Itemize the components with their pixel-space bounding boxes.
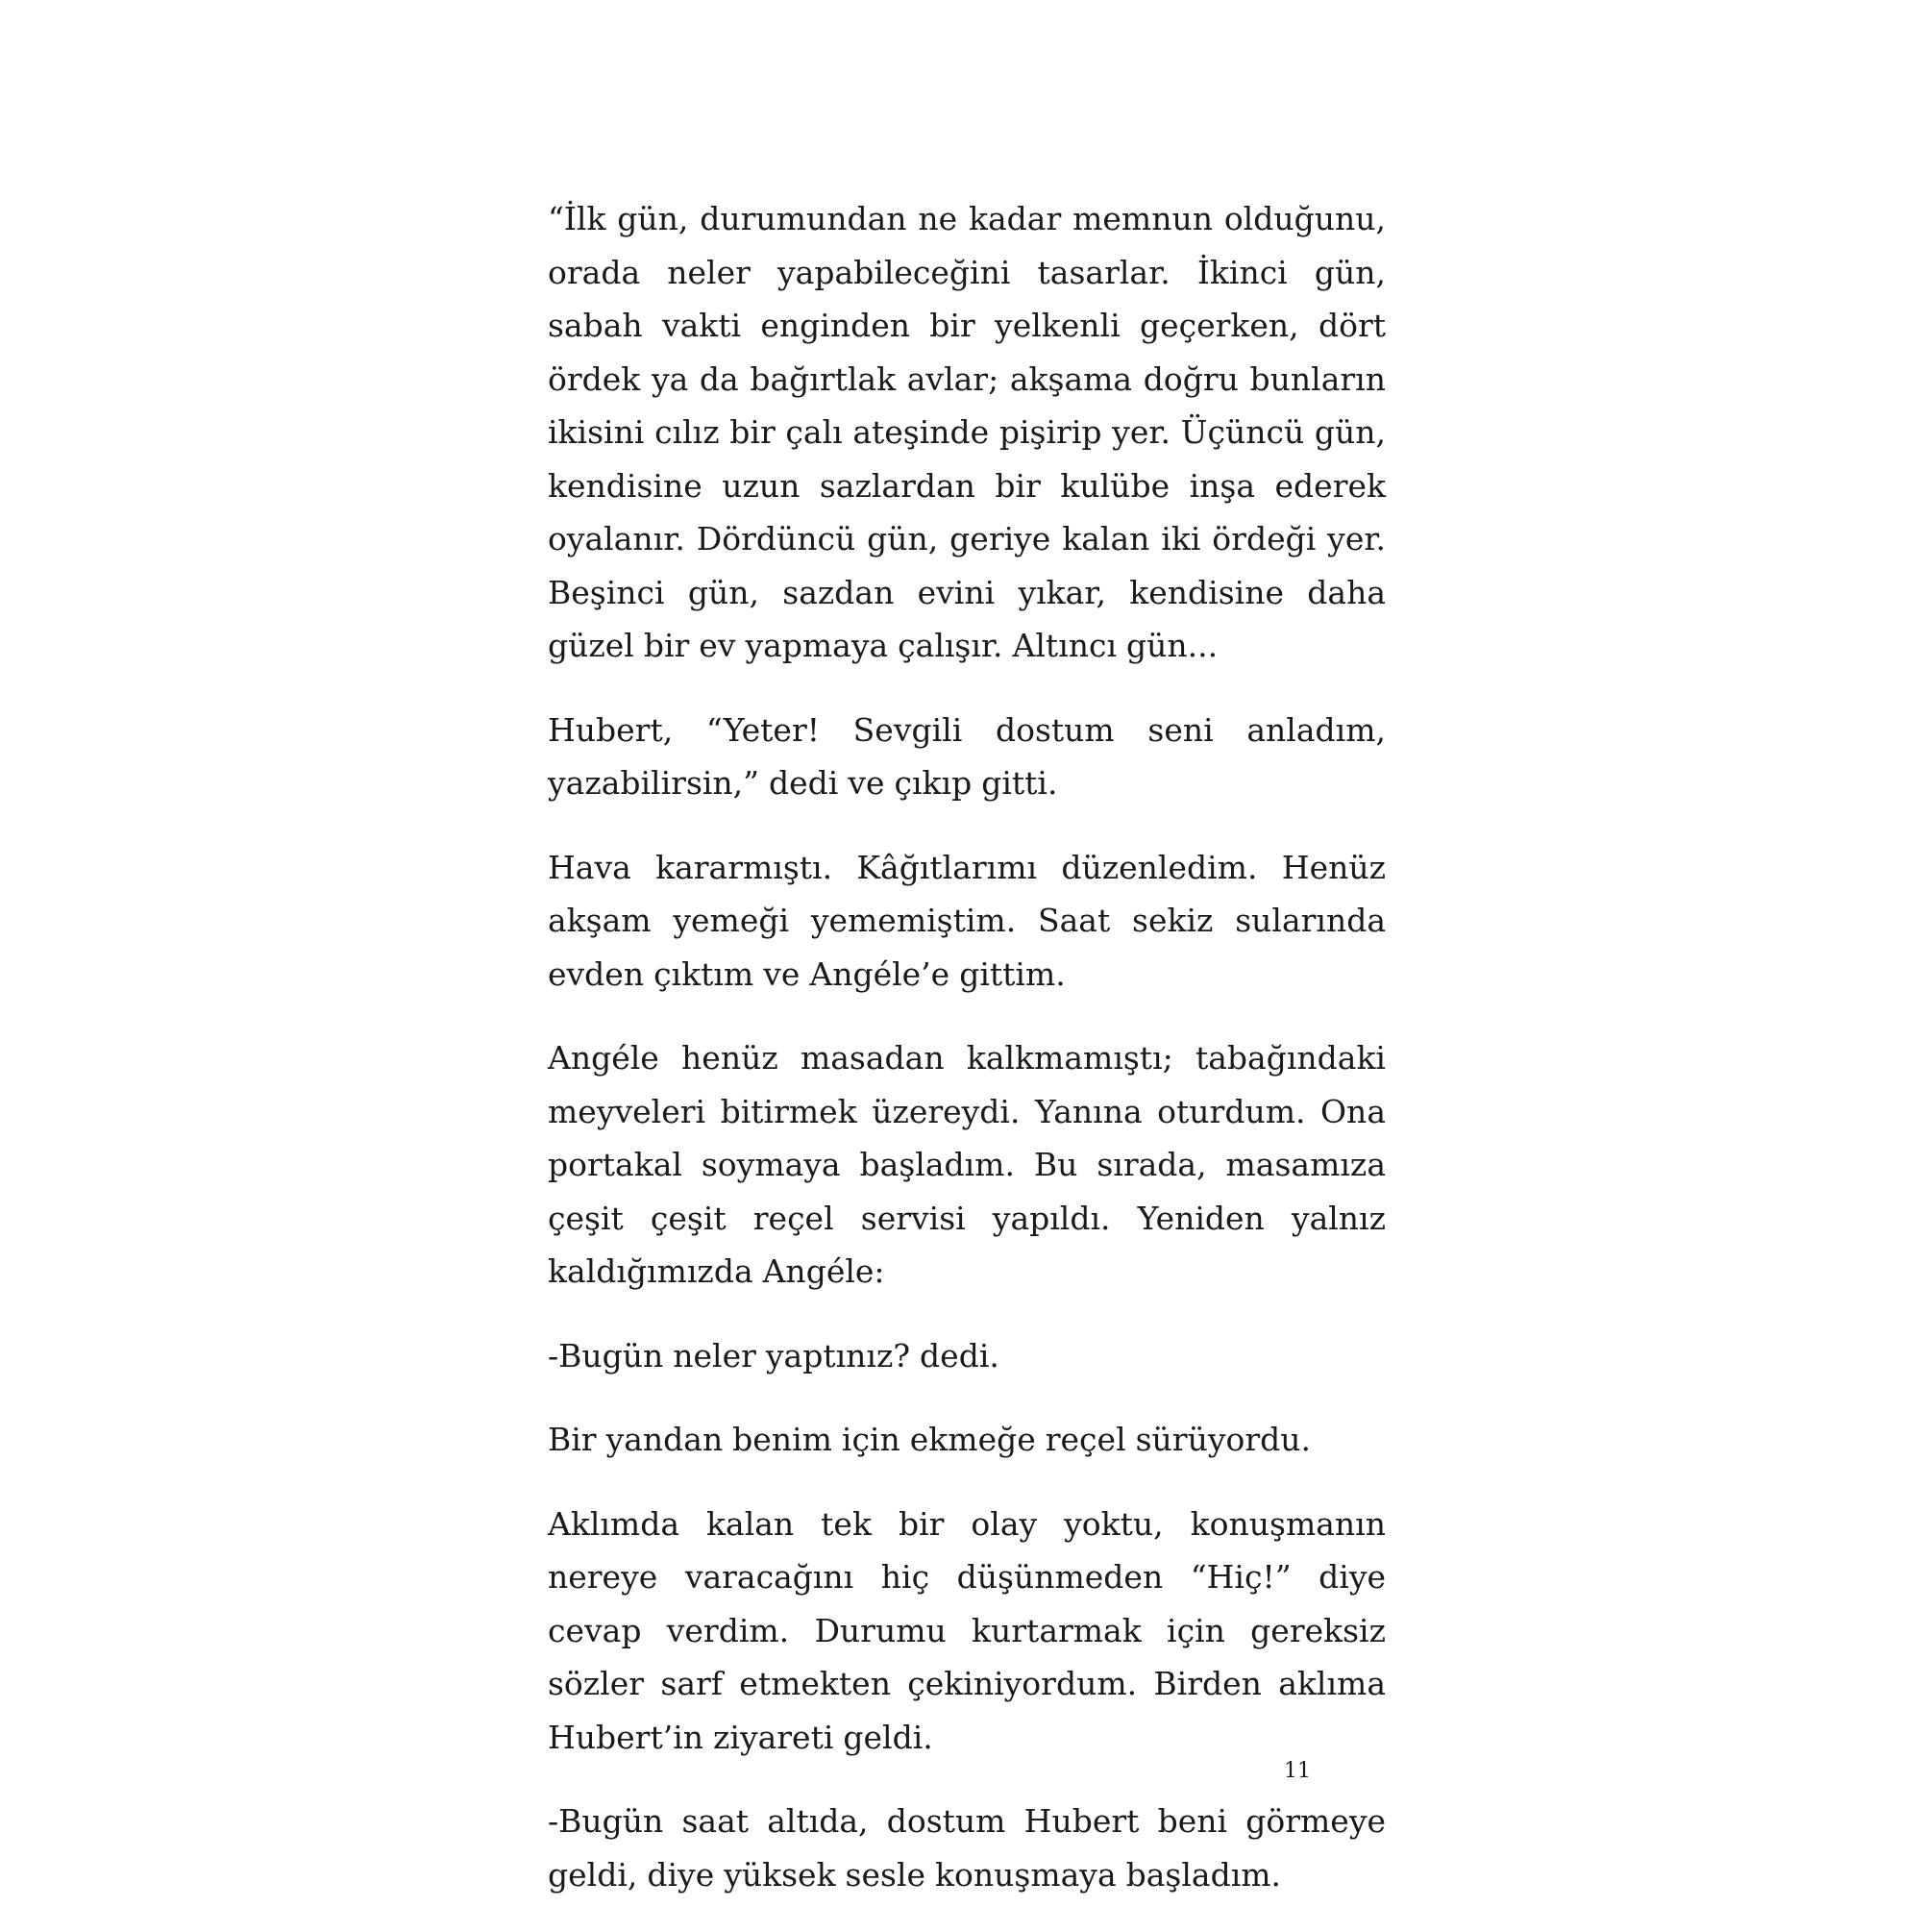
body-text <box>548 192 1386 1932</box>
paragraph-8: -Bugün saat altıda, dostum Hubert beni görmeye geldi, diye yüksek sesle konuşmaya başladım. <box>548 1802 1386 1894</box>
paragraph-1: “İlk gün, durumundan ne kadar memnun olduğunu, orada neler yapabileceğini tasarlar. İkinci gün, sabah vakti enginden bir yelkenli geçerken, dört ördek ya da bağırtlak avlar; akşama doğru bunların ikisini cılız bir çalı ateşinde pişirip yer. Üçüncü gün, kendisine uzun sazlardan bir kulübe inşa ederek oyalanır. Dördüncü gün, geriye kalan iki ördeği yer. Beşinci gün, sazdan evini yıkar, kendisine daha güzel bir ev yapmaya çalışır. Altıncı gün... <box>548 200 1386 664</box>
page-number: 11 <box>1284 1759 1311 1783</box>
paragraph-6: Bir yandan benim için ekmeğe reçel sürüyordu. <box>548 1421 1311 1458</box>
paragraph-7: Aklımda kalan tek bir olay yoktu, konuşmanın nereye varacağını hiç düşünmeden “Hiç!” diye cevap verdim. Durumu kurtarmak için gereksiz sözler sarf etmekten çekiniyordum. Birden aklıma Hubert’in ziyareti geldi. <box>548 1504 1386 1756</box>
paragraph-2: Hubert, “Yeter! Sevgili dostum seni anladım, yazabilirsin,” dedi ve çıkıp gitti. <box>548 710 1386 802</box>
paragraph-3: Hava kararmıştı. Kâğıtlarımı düzenledim. Henüz akşam yemeği yememiştim. Saat sekiz sularında evden çıktım ve Angéle’e gittim. <box>548 848 1386 993</box>
paragraph-4: Angéle henüz masadan kalkmamıştı; tabağındaki meyveleri bitirmek üzereydi. Yanına oturdum. Ona portakal soymaya başladım. Bu sırada, masamıza çeşit çeşit reçel servisi yapıldı. Yeniden yalnız kaldığımızda Angéle: <box>548 1039 1386 1290</box>
paragraph-5: -Bugün neler yaptınız? dedi. <box>548 1336 999 1375</box>
